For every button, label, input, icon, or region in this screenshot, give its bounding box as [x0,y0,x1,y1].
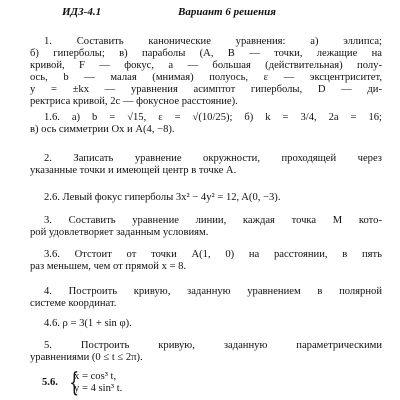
system-equation-x: x = cos³ t, [74,371,117,382]
system-equation-y: y = 4 sin³ t. [74,383,123,394]
task-5-line: уравнениями (0 ≤ t ≤ 2π). [30,352,143,363]
task-1-line: б) гиперболы; в) параболы (A, B — точки, лежащие на [30,48,382,59]
task-1-line: ось, b — малая (мнимая) полуось, ε — эксцентриситет, [30,72,382,83]
task-3-line: рой удовлетворяет заданным условиям. [30,227,209,238]
task-3-statement [30,215,382,239]
task-2-statement [30,153,382,177]
item-5-6-label: 5.6. [42,377,58,388]
item-2-6 [30,192,382,204]
header-left-title: ИДЗ-4.1 [62,6,102,18]
item-1-6 [30,112,382,136]
task-1-line: кривой, F — фокус, a — большая (действительная) полу- [30,60,382,71]
item-4-6-line: 4.6. ρ = 3(1 + sin φ). [44,318,132,329]
task-1-line: y = ±kx — уравнения асимптот гиперболы, D — ди- [30,84,382,95]
item-1-6-line: 1.6. а) b = √15, ε = √(10/25); б) k = 3/4, 2a = 16; [44,112,382,123]
task-5-statement [30,340,382,364]
task-5-line: 5. Построить кривую, заданную параметрическими [44,340,382,351]
task-4-statement [30,286,382,310]
item-4-6 [30,318,382,330]
task-4-line: 4. Построить кривую, заданную уравнением в полярной [44,286,382,297]
task-1-line: 1. Составить канонические уравнения: а) эллипса; [44,36,382,47]
task-4-line: системе координат. [30,298,117,309]
header-right-title: Вариант 6 решения [178,6,276,18]
item-3-6-line: раз меньшем, чем от прямой x = 8. [30,261,187,272]
item-2-6-line: 2.6. Левый фокус гиперболы 3x² − 4y² = 12, A(0, −3). [44,192,281,203]
task-2-line: указанные точки и имеющей центр в точке A. [30,165,237,176]
task-1-statement [30,36,382,108]
task-3-line: 3. Составить уравнение линии, каждая точка M кото- [44,215,382,226]
page-header [0,6,400,22]
item-3-6 [30,249,382,273]
system-brace: { [69,368,80,398]
task-2-line: 2. Записать уравнение окружности, проходящей через [44,153,382,164]
item-3-6-line: 3.6. Отстоит от точки A(1, 0) на расстоянии, в пять [44,249,382,260]
item-1-6-line: в) ось симметрии Ox и A(4, −8). [30,124,175,135]
task-1-line: ректриса кривой, 2c — фокусное расстояние). [30,96,238,107]
